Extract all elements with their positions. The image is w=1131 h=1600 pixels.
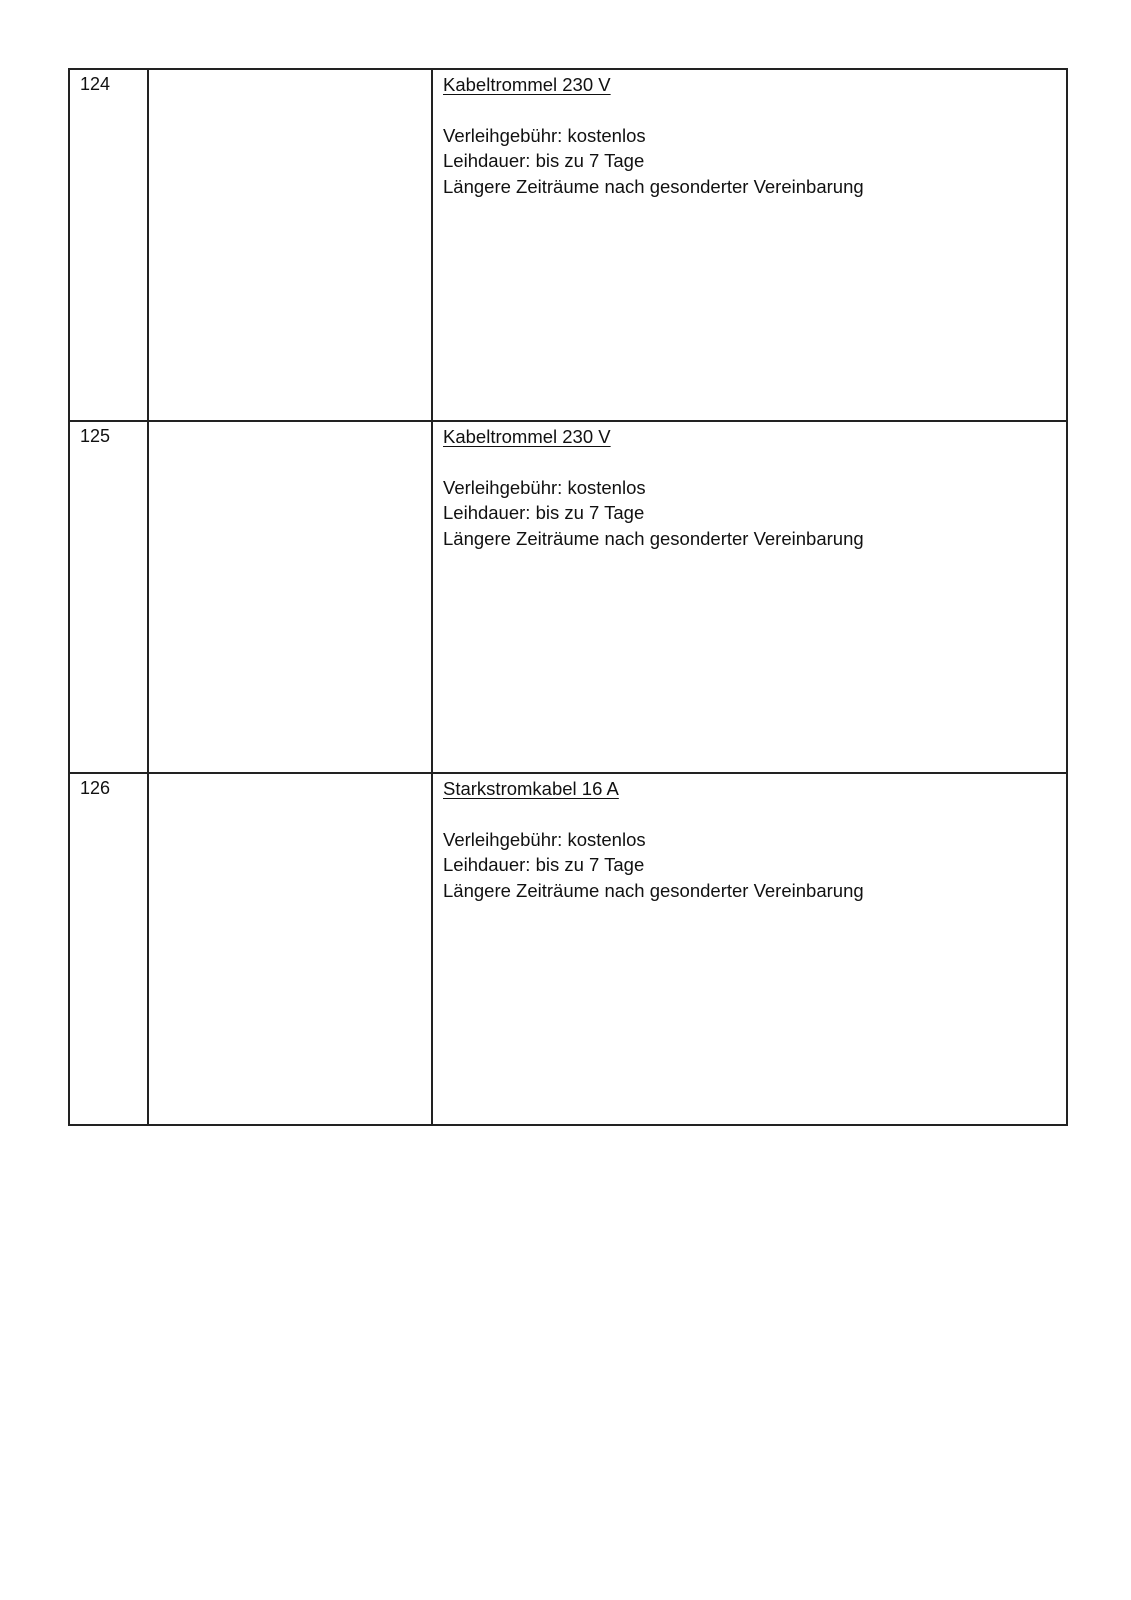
inventory-table [68, 68, 1068, 1126]
item-fee: Verleihgebühr: kostenlos [443, 476, 646, 498]
item-duration: Leihdauer: bis zu 7 Tage [443, 150, 645, 171]
item-number: 125 [80, 426, 111, 446]
item-extension-note: Längere Zeiträume nach gesonderter Vereinbarung [443, 175, 864, 197]
item-image-cell [148, 421, 432, 773]
item-number-cell [69, 773, 148, 1125]
item-title: Kabeltrommel 230 V [443, 74, 611, 95]
table-row [69, 421, 1067, 773]
item-extension-note: Längere Zeiträume nach gesonderter Vereinbarung [443, 879, 864, 901]
item-number: 126 [80, 778, 111, 798]
item-extension-note: Längere Zeiträume nach gesonderter Vereinbarung [443, 527, 864, 549]
item-title: Kabeltrommel 230 V [443, 426, 611, 447]
item-description-cell [432, 773, 1067, 1125]
item-fee: Verleihgebühr: kostenlos [443, 828, 646, 850]
item-image-cell [148, 69, 432, 421]
table-row [69, 773, 1067, 1125]
item-image-cell [148, 773, 432, 1125]
table-row [69, 69, 1067, 421]
item-description-cell [432, 69, 1067, 421]
item-number: 124 [80, 74, 111, 94]
item-fee: Verleihgebühr: kostenlos [443, 124, 646, 146]
item-duration: Leihdauer: bis zu 7 Tage [443, 502, 645, 523]
item-description-cell [432, 421, 1067, 773]
item-duration: Leihdauer: bis zu 7 Tage [443, 854, 645, 875]
item-number-cell [69, 421, 148, 773]
item-title: Starkstromkabel 16 A [443, 778, 619, 799]
item-number-cell [69, 69, 148, 421]
